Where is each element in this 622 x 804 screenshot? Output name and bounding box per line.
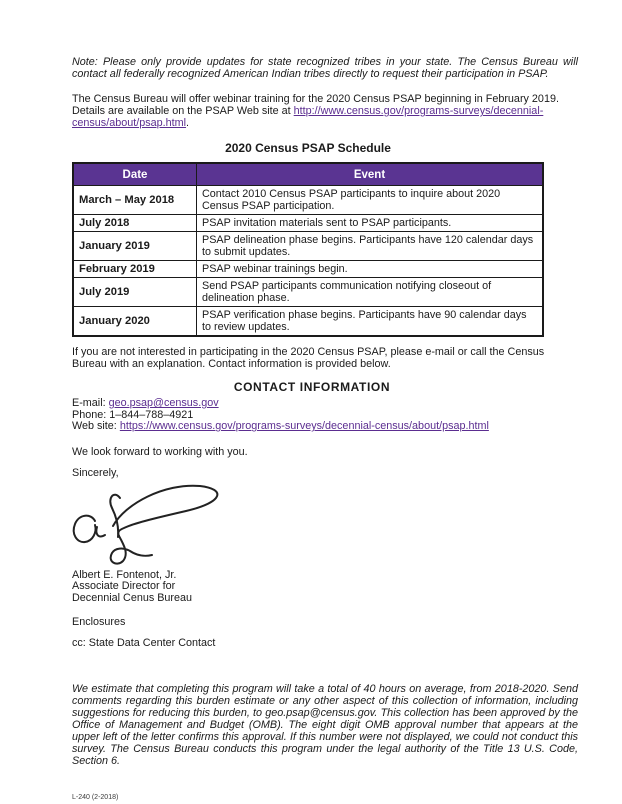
table-header-date: Date <box>73 163 197 186</box>
enclosures-text: Enclosures <box>72 615 126 628</box>
signature-image <box>68 481 248 565</box>
note-paragraph: Note: Please only provide updates for state recognized tribes in your state. The Census Bureau will contact all federally recognized American Indian tribes directly to request their participation in PSAP. <box>72 56 578 80</box>
date-cell: February 2019 <box>73 261 197 278</box>
event-cell: PSAP invitation materials sent to PSAP participants. <box>197 215 544 232</box>
look-forward-text: We look forward to working with you. <box>72 445 248 458</box>
email-label: E-mail: <box>72 397 109 409</box>
website-label: Web site: <box>72 420 120 433</box>
intro-paragraph <box>72 93 578 129</box>
date-cell: March – May 2018 <box>73 186 197 215</box>
signer-title-line1: Associate Director for <box>72 580 176 593</box>
table-row <box>73 232 543 261</box>
phone-label: Phone: <box>72 408 110 421</box>
table-row <box>73 307 543 337</box>
contact-heading: CONTACT INFORMATION <box>233 380 391 394</box>
email-link[interactable]: geo.psap@census.gov <box>108 397 219 409</box>
signer-name: Albert E. Fontenot, Jr. <box>72 568 177 581</box>
burden-paragraph: We estimate that completing this program will take a total of 40 hours on average, from 2018-2020. Send comments regarding this burden estimate or any other aspect of this collection of information, including suggestions for reducing this burden, to geo.psap@census.gov. This collection has been approved by the Office of Management and Budget (OMB). The eight digit OMB approval number that appears at the upper left of the letter confirms this approval. If this number were not displayed, we could not conduct this survey. The Census Bureau conducts this program under the legal authority of the Title 13 U.S. Code, Section 6. <box>72 682 578 767</box>
date-cell: January 2019 <box>73 232 197 261</box>
phone-number: 1–844–788–4921 <box>109 408 194 421</box>
intro-text: The Census Bureau will offer webinar training for the 2020 Census PSAP beginning in February 2019. Details are available on the PSAP Web site at <box>72 93 559 117</box>
date-cell: July 2019 <box>73 278 197 307</box>
intro-period: . <box>186 117 190 129</box>
event-cell: Contact 2010 Census PSAP participants to inquire about 2020 Census PSAP participation. <box>197 186 544 215</box>
table-header-event: Event <box>197 163 544 186</box>
table-row <box>73 261 543 278</box>
event-cell: Send PSAP participants communication notifying closeout of delineation phase. <box>197 278 544 307</box>
signer-title-line2: Decennial Cenus Bureau <box>72 591 193 604</box>
table-header-row <box>73 163 543 186</box>
optout-paragraph: If you are not interested in participating in the 2020 Census PSAP, please e-mail or call the Census Bureau with an explanation. Contact information is provided below. <box>72 346 545 370</box>
event-cell: PSAP delineation phase begins. Participants have 120 calendar days to submit updates. <box>197 232 544 261</box>
schedule-title: 2020 Census PSAP Schedule <box>225 141 391 155</box>
date-cell: January 2020 <box>73 307 197 337</box>
cc-text: cc: State Data Center Contact <box>72 636 216 649</box>
website-line <box>72 421 578 433</box>
form-number: L-240 (2-2018) <box>72 793 119 801</box>
event-cell: PSAP verification phase begins. Participants have 90 calendar days to review updates. <box>197 307 544 337</box>
table-row <box>73 215 543 232</box>
psap-link[interactable]: http://www.census.gov/programs-surveys/decennial-census/about/psap.html <box>72 105 544 129</box>
schedule-table <box>72 162 544 337</box>
website-link[interactable]: https://www.census.gov/programs-surveys/decennial-census/about/psap.html <box>119 420 489 433</box>
date-cell: July 2018 <box>73 215 197 232</box>
signer-block <box>72 570 578 605</box>
table-row <box>73 278 543 307</box>
schedule-section <box>72 141 544 337</box>
table-row <box>73 186 543 215</box>
sincerely-text: Sincerely, <box>72 466 119 479</box>
event-cell: PSAP webinar trainings begin. <box>197 261 544 278</box>
